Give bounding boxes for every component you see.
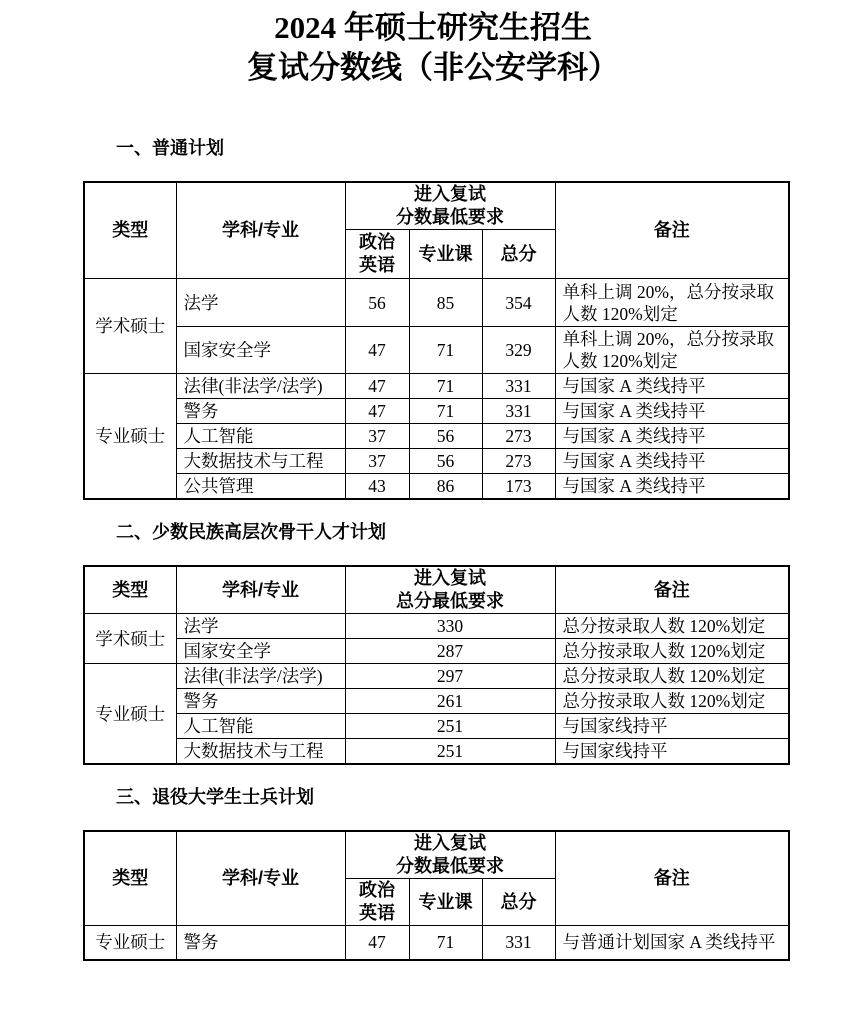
major-cell: 法律(非法学/法学) [176,374,345,399]
professional-score-cell: 85 [409,279,482,327]
col-header-entry-requirement [345,831,555,879]
remark-cell: 与国家 A 类线持平 [555,399,789,424]
politics-english-score-cell: 47 [345,399,409,424]
total-score-cell: 251 [345,739,555,765]
politics-english-score-cell: 47 [345,327,409,374]
table-row [84,739,789,765]
col-header-politics-english [345,230,409,279]
professional-score-cell: 71 [409,926,482,960]
major-cell: 人工智能 [176,714,345,739]
table-row [84,474,789,500]
entry-requirement-line-1: 进入复试 [414,568,486,588]
major-cell: 公共管理 [176,474,345,500]
professional-score-cell: 56 [409,424,482,449]
type-cell-professional: 专业硕士 [84,926,176,960]
total-score-cell: 287 [345,639,555,664]
general-plan-table [83,181,790,500]
remark-cell: 总分按录取人数 120%划定 [555,664,789,689]
col-header-major: 学科/专业 [176,182,345,279]
politics-english-score-cell: 47 [345,374,409,399]
total-score-cell: 251 [345,714,555,739]
total-score-cell: 173 [482,474,555,500]
type-cell-professional: 专业硕士 [84,664,176,765]
major-cell: 法学 [176,279,345,327]
table-row [84,664,789,689]
remark-cell: 总分按录取人数 120%划定 [555,614,789,639]
total-score-cell: 297 [345,664,555,689]
col-header-remark: 备注 [555,566,789,614]
remark-cell: 与国家 A 类线持平 [555,449,789,474]
minority-plan-table [83,565,790,765]
major-cell: 警务 [176,926,345,960]
total-score-cell: 329 [482,327,555,374]
section-heading-veteran-plan: 三、退役大学生士兵计划 [116,787,314,807]
section-minority-plan [0,522,866,765]
remark-cell: 与国家 A 类线持平 [555,424,789,449]
col-header-remark: 备注 [555,182,789,279]
politics-english-score-cell: 47 [345,926,409,960]
table-row [84,926,789,960]
table-row [84,639,789,664]
major-cell: 人工智能 [176,424,345,449]
type-cell-academic: 学术硕士 [84,279,176,374]
professional-score-cell: 71 [409,374,482,399]
remark-cell: 与国家线持平 [555,739,789,765]
major-cell: 法学 [176,614,345,639]
politics-english-score-cell: 37 [345,449,409,474]
col-header-type: 类型 [84,182,176,279]
remark-cell: 总分按录取人数 120%划定 [555,689,789,714]
header-row [84,566,789,614]
table-row [84,714,789,739]
remark-cell: 单科上调 20%，总分按录取人数 120%划定 [555,327,789,374]
professional-score-cell: 71 [409,327,482,374]
col-header-total-score: 总分 [482,879,555,926]
total-score-cell: 354 [482,279,555,327]
major-cell: 法律(非法学/法学) [176,664,345,689]
major-cell: 大数据技术与工程 [176,449,345,474]
table-row [84,374,789,399]
table-row [84,279,789,327]
politics-english-line-1: 政治 [359,880,395,900]
major-cell: 国家安全学 [176,639,345,664]
major-cell: 警务 [176,399,345,424]
major-cell: 大数据技术与工程 [176,739,345,765]
entry-requirement-line-2: 分数最低要求 [396,856,504,876]
entry-requirement-line-2: 分数最低要求 [396,207,504,227]
col-header-entry-requirement [345,182,555,230]
major-cell: 国家安全学 [176,327,345,374]
total-score-cell: 273 [482,449,555,474]
col-header-professional-course: 专业课 [409,230,482,279]
entry-requirement-line-2: 总分最低要求 [396,591,504,611]
type-cell-professional: 专业硕士 [84,374,176,500]
table-row [84,424,789,449]
professional-score-cell: 86 [409,474,482,500]
remark-cell: 与国家 A 类线持平 [555,474,789,500]
major-cell: 警务 [176,689,345,714]
total-score-cell: 330 [345,614,555,639]
section-veteran-plan [0,787,866,961]
entry-requirement-line-1: 进入复试 [414,833,486,853]
section-heading-general-plan: 一、普通计划 [116,138,224,158]
header-row [84,182,789,230]
table-row [84,449,789,474]
col-header-major: 学科/专业 [176,566,345,614]
section-heading-minority-plan: 二、少数民族高层次骨干人才计划 [116,522,386,542]
col-header-politics-english [345,879,409,926]
professional-score-cell: 56 [409,449,482,474]
politics-english-score-cell: 37 [345,424,409,449]
total-score-cell: 331 [482,926,555,960]
remark-cell: 单科上调 20%，总分按录取人数 120%划定 [555,279,789,327]
politics-english-line-1: 政治 [359,232,395,252]
veteran-plan-table [83,830,790,961]
section-general-plan [0,138,866,500]
col-header-remark: 备注 [555,831,789,926]
col-header-type: 类型 [84,831,176,926]
remark-cell: 与国家线持平 [555,714,789,739]
col-header-total-score: 总分 [482,230,555,279]
header-row [84,831,789,879]
col-header-type: 类型 [84,566,176,614]
politics-english-score-cell: 56 [345,279,409,327]
table-row [84,327,789,374]
table-row [84,689,789,714]
col-header-major: 学科/专业 [176,831,345,926]
total-score-cell: 331 [482,374,555,399]
politics-english-line-2: 英语 [359,903,395,923]
remark-cell: 与普通计划国家 A 类线持平 [555,926,789,960]
professional-score-cell: 71 [409,399,482,424]
total-score-cell: 331 [482,399,555,424]
page-title-line-2: 复试分数线（非公安学科） [247,50,619,85]
remark-cell: 总分按录取人数 120%划定 [555,639,789,664]
total-score-cell: 261 [345,689,555,714]
type-cell-academic: 学术硕士 [84,614,176,664]
page-title-line-1: 2024 年硕士研究生招生 [274,10,592,45]
remark-cell: 与国家 A 类线持平 [555,374,789,399]
page-title [0,8,866,88]
politics-english-score-cell: 43 [345,474,409,500]
entry-requirement-line-1: 进入复试 [414,184,486,204]
table-row [84,614,789,639]
politics-english-line-2: 英语 [359,255,395,275]
col-header-entry-requirement [345,566,555,614]
col-header-professional-course: 专业课 [409,879,482,926]
total-score-cell: 273 [482,424,555,449]
table-row [84,399,789,424]
